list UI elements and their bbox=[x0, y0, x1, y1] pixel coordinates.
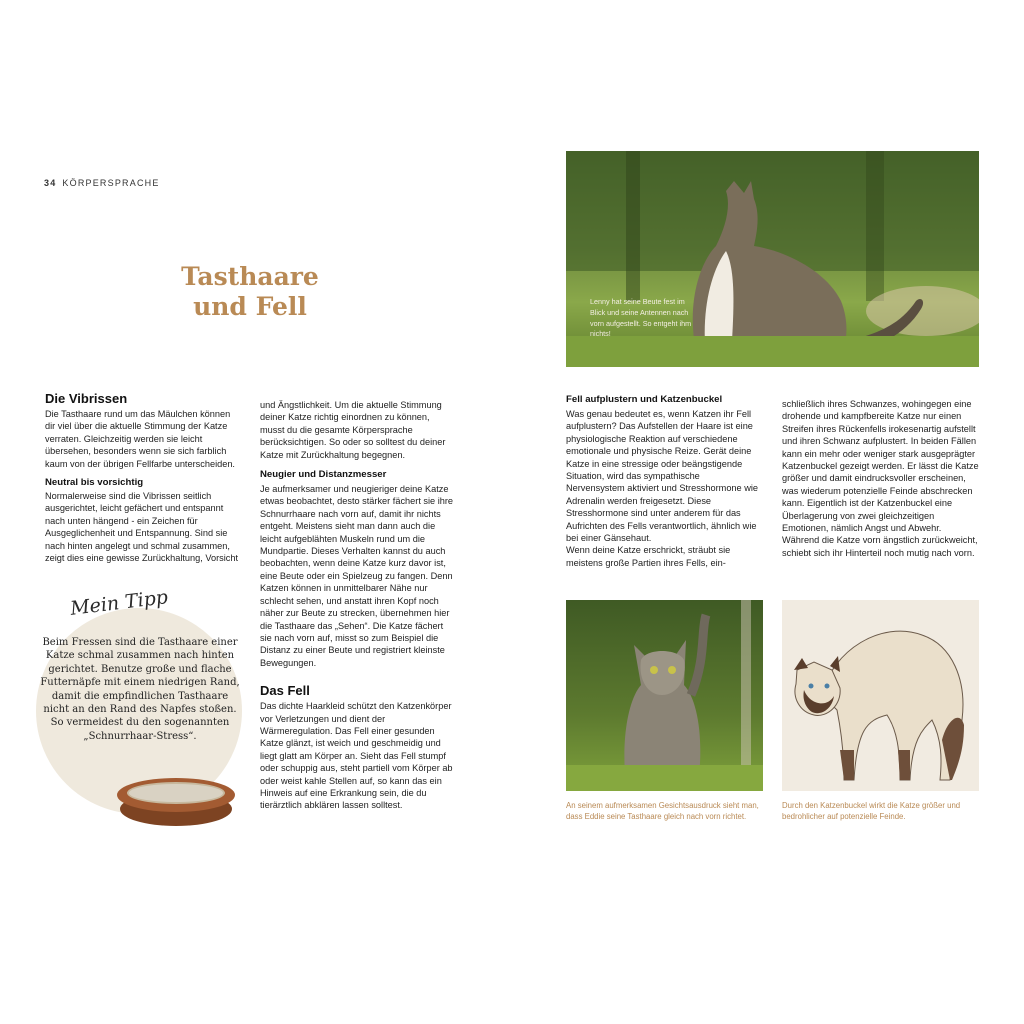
text-aufplustern-2: Wenn deine Katze erschrickt, sträubt sie meistens große Partien ihres Fells, ein- bbox=[566, 545, 731, 568]
running-header bbox=[44, 178, 160, 188]
photo-lenny bbox=[566, 151, 979, 367]
column-vibrissen bbox=[45, 391, 240, 564]
food-bowl-inner bbox=[127, 782, 225, 804]
text-fell: Das dichte Haarkleid schützt den Katzenkörper vor Verletzungen und dient der Wärmeregulation. Das Fell einer gesunden Katze glänzt, ist weich und geschmeidig und liegt glatt am Körper an. Sieht das Fell stumpf oder schuppig aus, steht partiell vom Körper ab oder weist kahle Stellen auf, so kann das ein Hinweis auf eine Erkrankung sein, die du tierärztlich abklären lassen solltest. bbox=[260, 701, 453, 811]
arched-cat-illustration bbox=[782, 600, 979, 791]
page-number: 34 bbox=[44, 178, 57, 188]
section-name: KÖRPERSPRACHE bbox=[62, 178, 160, 188]
tip-text: Beim Fressen sind die Tasthaare einer Katze schmal zusammen nach hinten gerichtet. Benutze große und flache Futternäpfe mit einem niedrigen Rand, damit die empfindlichen Tasthaare nicht an den Rand des Napfes stoßen. So vermeidest du den sogenannten „Schnurrhaar-Stress“. bbox=[40, 637, 240, 742]
chapter-title-line-2: und Fell bbox=[193, 292, 307, 321]
text-neutral: Normalerweise sind die Vibrissen seitlich ausgerichtet, leicht gefächert und entspannt nach unten hängend - ein Zeichen für Ausgeglichenheit und Entspannung. Sind sie nach hinten angelegt und schmal zusammen, zeigt dies eine gewisse Zurückhaltung, Vorsicht bbox=[45, 491, 239, 564]
column-aufplustern bbox=[566, 394, 759, 569]
illustration-katzenbuckel bbox=[782, 600, 979, 791]
cat-eddie-image bbox=[566, 600, 763, 791]
heading-neugier: Neugier und Distanzmesser bbox=[260, 469, 387, 481]
text-continuation: und Ängstlichkeit. Um die aktuelle Stimmung deiner Katze richtig einordnen zu können, musst du die gesamte Körpersprache berücksichtigen. So oder so solltest du deiner Katze mit Zurückhaltung begegnen. bbox=[260, 400, 446, 460]
heading-fell: Das Fell bbox=[260, 683, 310, 699]
photo-lenny-caption: Lenny hat seine Beute fest im Blick und seine Antennen nach vorn aufgestellt. So entgeht ihm nichts! bbox=[590, 297, 692, 339]
caption-katzenbuckel: Durch den Katzenbuckel wirkt die Katze größer und bedrohlicher auf potenzielle Feinde. bbox=[782, 801, 961, 821]
chapter-title bbox=[150, 262, 350, 322]
heading-vibrissen: Die Vibrissen bbox=[45, 391, 128, 406]
heading-neutral: Neutral bis vorsichtig bbox=[45, 477, 144, 489]
text-neugier: Je aufmerksamer und neugieriger deine Katze etwas beobachtet, desto stärker fächert sie ihre Schnurrhaare nach vorn auf, damit ihr nichts entgeht. Meistens sieht man dann auch die leicht aufgeblähten Muskeln rund um die Mundpartie. Dieses Verhalten kannst du auch beobachten, wenn deine Katze kurz davor ist, eine Beute oder ein Spielzeug zu fangen. Denn Katzen können in unmittelbarer Nähe nur schlecht sehen, und anstatt ihren Kopf noch näher zur Beute zu strecken, übernehmen hier die Tasthaare das „Sehen“. Die Katze fächert sie nach vorn auf, misst so zum Beispiel die Distanz zu einer Beute und registriert kleinste Bewegungen. bbox=[260, 484, 454, 668]
column-neugier-fell bbox=[260, 399, 456, 812]
photo-eddie bbox=[566, 600, 763, 791]
tip-label: Mein Tipp bbox=[69, 586, 170, 620]
text-katzenbuckel: schließlich ihres Schwanzes, wohingegen eine drohende und kampfbereite Katze nur einen Streifen ihres Rückenfells irokesenartig aufstellt und ihren Schwanz aufplustert. In beiden Fällen kann ein mehr oder weniger stark ausgeprägter Katzenbuckel gezeigt werden. Er lässt die Katze größer und damit eindrucksvoller erscheinen, was wiederum potenzielle Feinde abschrecken kann. Eigentlich ist der Katzenbuckel eine Überlagerung von zwei gleichzeitigen Emotionen, nämlich Angst und Abwehr. Während die Katze vorn ängstlich zurückweicht, schiebt sich ihr Hinterteil noch mutig nach vorn. bbox=[782, 399, 979, 558]
text-vibrissen: Die Tasthaare rund um das Mäulchen können dir viel über die aktuelle Stimmung der Katze verraten. Gleichzeitig werden sie leicht übersehen, besonders wenn sie sich farblich kaum von der übrigen Fellfarbe unterscheiden. bbox=[45, 409, 235, 469]
column-katzenbuckel bbox=[782, 398, 979, 559]
caption-eddie: An seinem aufmerksamen Gesichtsausdruck sieht man, dass Eddie seine Tasthaare gleich nach vorn richtet. bbox=[566, 801, 759, 821]
heading-aufplustern: Fell aufplustern und Katzenbuckel bbox=[566, 394, 723, 405]
text-aufplustern: Was genau bedeutet es, wenn Katzen ihr Fell aufplustern? Das Aufstellen der Haare ist eine physiologische Reaktion auf verschiedene emotionale und physische Reize. Gerät deine Katze in eine stressige oder beängstigende Situation, wird das sympathische Nervensystem aktiviert und Stresshormone wie Adrenalin werden freigesetzt. Diese Stresshormone sind unter anderem für das Aufrichten des Fells verantwortlich, ähnlich wie bei einer Gänsehaut. bbox=[566, 409, 758, 544]
chapter-title-line-1: Tasthaare bbox=[181, 262, 319, 291]
